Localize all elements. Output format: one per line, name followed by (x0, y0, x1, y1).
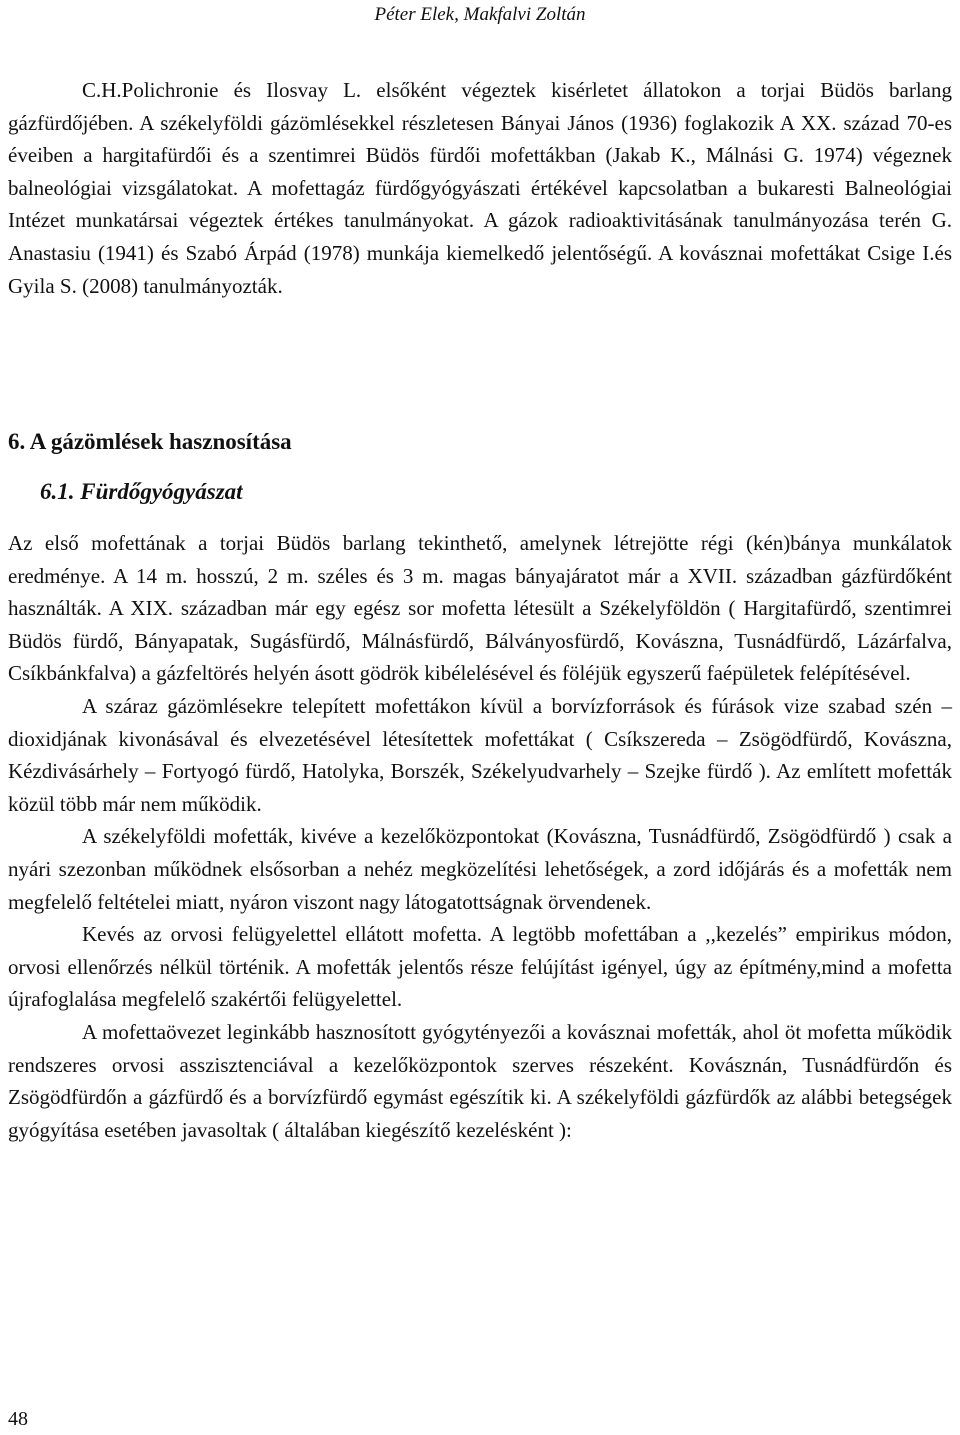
body-paragraph: A mofettaövezet leginkább hasznosított gyógytényezői a kovásznai mofetták, ahol öt mofetta működik rendszeres orvosi asszisztenciával a kezelőközpontok szerves részeként. Kovásznán, Tusnádfürdőn és Zsögödfürdőn a gázfürdő és a borvízfürdő egymást egészítik ki. A székelyföldi gázfürdők az alábbi betegségek gyógyítása esetében javasoltak ( általában kiegészítő kezelésként ): (8, 1019, 952, 1142)
page-number: 48 (8, 1408, 28, 1430)
body-paragraph: Kevés az orvosi felügyelettel ellátott mofetta. A legtöbb mofettában a ,,kezelés” empirikus módon, orvosi ellenőrzés nélkül történik. A mofetták jelentős része felújítást igényel, úgy az építmény,mind a mofetta újrafoglalása megfelelő szakértői felügyelettel. (8, 922, 952, 1012)
section-heading: 6. A gázömlések hasznosítása (8, 429, 292, 454)
body-text (8, 527, 952, 1146)
running-header: Péter Elek, Makfalvi Zoltán (374, 4, 586, 25)
subsection-heading: 6.1. Fürdőgyógyászat (40, 479, 243, 504)
body-paragraph: Az első mofettának a torjai Büdös barlang tekinthető, amelynek létrejötte régi (kén)bánya munkálatok eredménye. A 14 m. hosszú, 2 m. széles és 3 m. magas bányajáratot már a XVII. században gázfürdőként használták. A XIX. században már egy egész sor mofetta létesült a Székelyföldön ( Hargitafürdő, szentimrei Büdös fürdő, Bányapatak, Sugásfürdő, Málnásfürdő, Bálványosfürdő, Kovászna, Tusnádfürdő, Lázárfalva, Csíkbánkfalva) a gázfeltörés helyén ásott gödrök kibélelésével és föléjük egyszerű faépületek felépítésével. (8, 531, 952, 686)
intro-paragraph-block (8, 74, 952, 302)
body-paragraph: A székelyföldi mofetták, kivéve a kezelőközpontokat (Kovászna, Tusnádfürdő, Zsögödfürdő ) csak a nyári szezonban működnek elsősorban a nehéz megközelítési lehetőségek, a zord időjárás és a mofetták nem megfelelő feltételei miatt, nyáron viszont nagy látogatottságnak örvendenek. (8, 824, 952, 914)
intro-paragraph: C.H.Polichronie és Ilosvay L. elsőként végeztek kisérletet állatokon a torjai Büdös barlang gázfürdőjében. A székelyföldi gázömlésekkel részletesen Bányai János (1936) foglakozik A XX. század 70-es éveiben a hargitafürdői és a szentimrei Büdös fürdői mofettákban (Jakab K., Málnási G. 1974) végeznek balneológiai vizsgálatokat. A mofettagáz fürdőgyógyászati értékével kapcsolatban a bukaresti Balneológiai Intézet munkatársai végeztek értékes tanulmányokat. A gázok radioaktivitásának tanulmányozása terén G. Anastasiu (1941) és Szabó Árpád (1978) munkája kiemelkedő jelentőségű. A kovásznai mofettákat Csige I.és Gyila S. (2008) tanulmányozták. (8, 78, 952, 298)
body-paragraph: A száraz gázömlésekre telepített mofettákon kívül a borvízforrások és fúrások vize szabad szén – dioxidjának kivonásával és elvezetésével létesítettek mofettákat ( Csíkszereda – Zsögödfürdő, Kovászna, Kézdivásárhely – Fortyogó fürdő, Hatolyka, Borszék, Székelyudvarhely – Szejke fürdő ). Az említett mofetták közül több már nem működik. (8, 693, 952, 816)
